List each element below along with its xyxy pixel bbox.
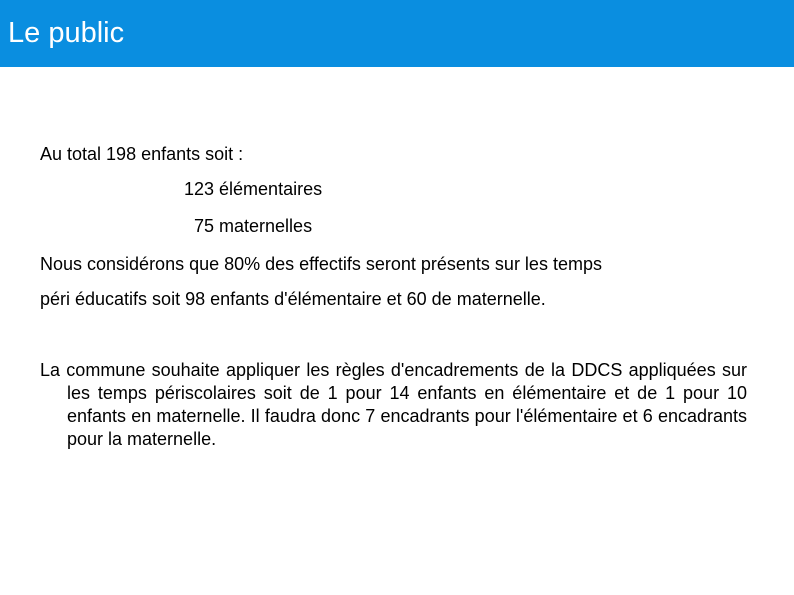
title-bar [0,0,794,67]
attendance-text-line-2: péri éducatifs soit 98 enfants d'élémentaire et 60 de maternelle. [40,289,546,309]
elementary-count-text: 123 élémentaires [184,179,323,199]
total-children-text: Au total 198 enfants soit : [40,144,244,164]
page-title: Le public [8,17,125,49]
attendance-text-line-1: Nous considérons que 80% des effectifs seront présents sur les temps [40,254,602,274]
kindergarten-count-text: 75 maternelles [194,216,313,236]
supervision-rules-paragraph: La commune souhaite appliquer les règles d'encadrements de la DDCS appliquées sur les temps périscolaires soit de 1 pour 14 enfants en élémentaire et de 1 pour 10 enfants en maternelle. Il faudra donc 7 encadrants pour l'élémentaire et 6 encadrants pour la maternelle. [40,360,747,449]
